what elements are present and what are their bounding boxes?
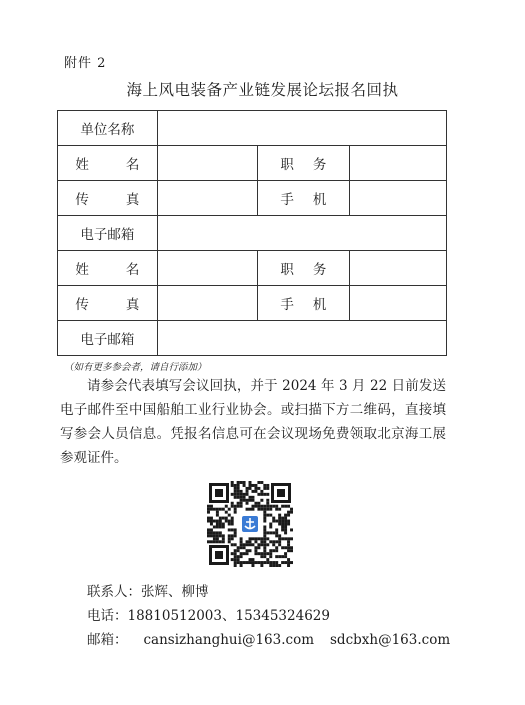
fax-label-text: 传 真 bbox=[75, 192, 140, 208]
contact-email-label: 邮箱： bbox=[87, 632, 128, 648]
table-row bbox=[58, 216, 447, 251]
fax-label bbox=[58, 181, 158, 216]
fax-label-text: 传 真 bbox=[75, 297, 140, 313]
name-label bbox=[58, 146, 158, 181]
name-field[interactable] bbox=[157, 251, 257, 286]
page-title: 海上风电装备产业链发展论坛报名回执 bbox=[126, 81, 399, 99]
position-label-text: 职 务 bbox=[280, 157, 327, 173]
unit-name-field[interactable] bbox=[157, 111, 446, 146]
position-label bbox=[257, 251, 350, 286]
fax-field[interactable] bbox=[157, 286, 257, 321]
table-row bbox=[58, 251, 447, 286]
position-label-text: 职 务 bbox=[280, 262, 327, 278]
mobile-field[interactable] bbox=[350, 286, 447, 321]
name-label-text: 姓 名 bbox=[75, 157, 140, 173]
registration-form-table bbox=[57, 110, 447, 356]
email-field[interactable] bbox=[157, 321, 446, 356]
contact-email-2[interactable]: sdcbxh@163.com bbox=[330, 632, 451, 648]
fax-field[interactable] bbox=[157, 181, 257, 216]
table-row bbox=[58, 146, 447, 181]
position-field[interactable] bbox=[350, 251, 447, 286]
mobile-field[interactable] bbox=[350, 181, 447, 216]
unit-name-label: 单位名称 bbox=[58, 111, 158, 146]
email-label: 电子邮箱 bbox=[58, 321, 158, 356]
position-label bbox=[257, 146, 350, 181]
contact-email bbox=[87, 628, 450, 648]
contact-person bbox=[87, 580, 209, 600]
table-row bbox=[58, 286, 447, 321]
instruction-paragraph: 请参会代表填写会议回执，并于 2024 年 3 月 22 日前发送电子邮件至中国船舶工业行业协会。或扫描下方二维码，直接填写参会人员信息。凭报名信息可在会议现场免费领取北京海工展参观证件。 bbox=[60, 378, 446, 466]
name-field[interactable] bbox=[157, 146, 257, 181]
name-label-text: 姓 名 bbox=[75, 262, 140, 278]
email-label: 电子邮箱 bbox=[58, 216, 158, 251]
contact-person-label: 联系人： bbox=[87, 584, 141, 600]
fax-label bbox=[58, 286, 158, 321]
mobile-label-text: 手 机 bbox=[280, 192, 327, 208]
position-field[interactable] bbox=[350, 146, 447, 181]
name-label bbox=[58, 251, 158, 286]
mobile-label bbox=[257, 181, 350, 216]
table-row bbox=[58, 321, 447, 356]
mobile-label bbox=[257, 286, 350, 321]
qr-code-graphic bbox=[207, 481, 293, 567]
contact-person-value: 张辉、柳博 bbox=[141, 584, 209, 600]
email-field[interactable] bbox=[157, 216, 446, 251]
mobile-label-text: 手 机 bbox=[280, 297, 327, 313]
add-more-note: （如有更多参会者，请自行添加） bbox=[64, 362, 207, 373]
contact-phone-value: 18810512003、15345324629 bbox=[127, 608, 330, 624]
qr-code-icon[interactable] bbox=[207, 481, 293, 567]
contact-phone bbox=[87, 604, 330, 624]
attachment-label: 附件 2 bbox=[64, 56, 107, 71]
contact-email-1[interactable]: cansizhanghui@163.com bbox=[143, 632, 314, 648]
contact-phone-label: 电话： bbox=[87, 608, 128, 624]
table-row bbox=[58, 111, 447, 146]
anchor-logo-icon bbox=[240, 514, 260, 534]
table-row bbox=[58, 181, 447, 216]
